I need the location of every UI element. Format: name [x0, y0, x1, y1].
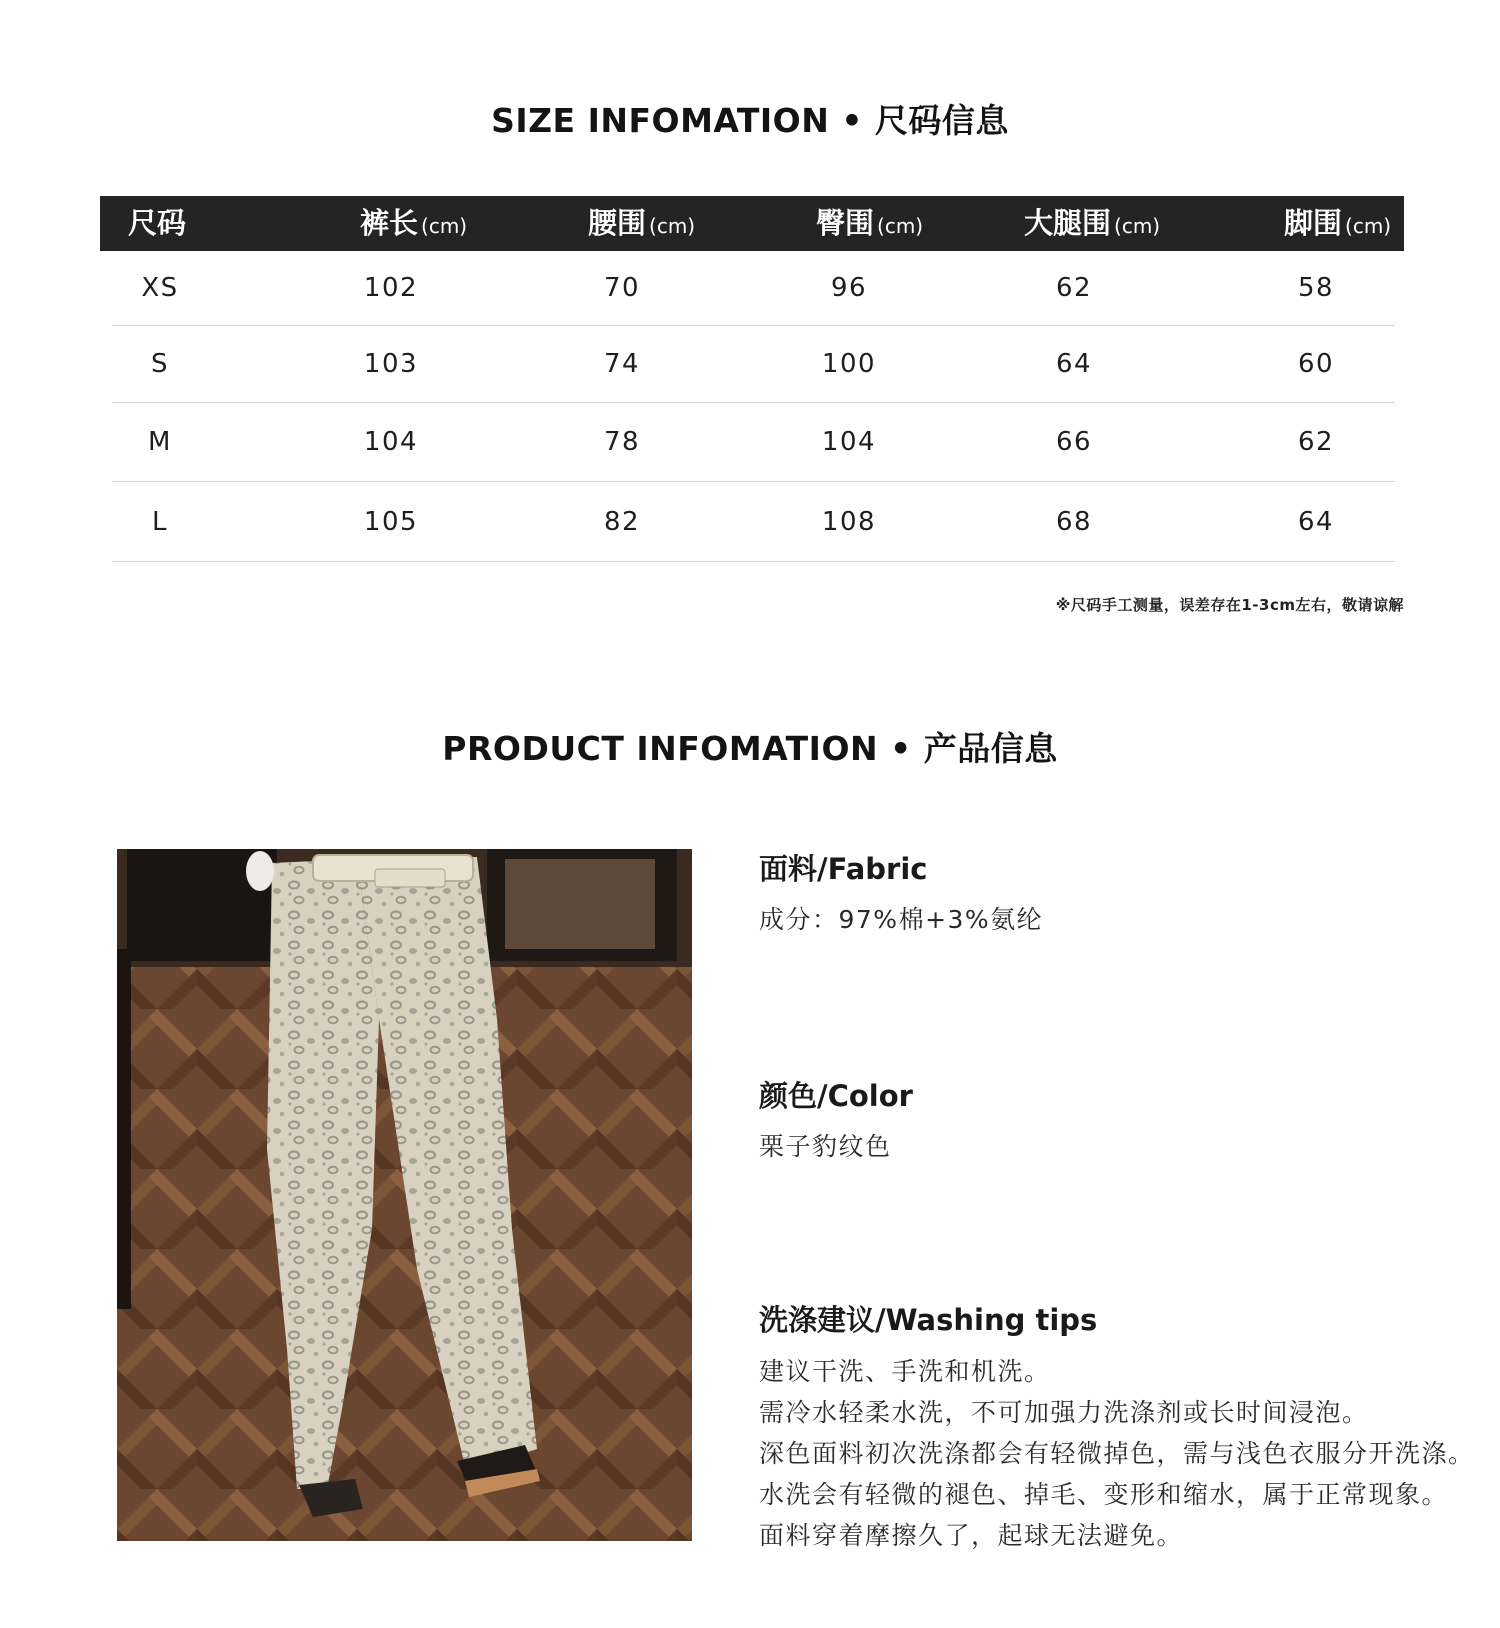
header-thigh: 大腿围 (cm): [1024, 206, 1161, 240]
cell-waist: 70: [603, 273, 641, 303]
cell-leg-opening: 58: [1297, 273, 1335, 303]
cell-length: 104: [363, 427, 419, 457]
fabric-heading: 面料/Fabric: [759, 852, 928, 886]
washing-tip: 面料穿着摩擦久了，起球无法避免。: [759, 1521, 1184, 1550]
cell-thigh: 64: [1055, 349, 1093, 379]
cell-waist: 74: [603, 349, 641, 379]
size-table: [100, 196, 1404, 562]
size-table-header: [100, 196, 1404, 251]
fabric-block: [759, 847, 1043, 936]
fabric-text: 成分：97%棉+3%氨纶: [759, 905, 1044, 934]
cell-hip: 100: [821, 349, 877, 379]
product-photo: [117, 849, 692, 1541]
header-waist: 腰围 (cm): [588, 206, 696, 240]
cell-hip: 104: [821, 427, 877, 457]
cell-leg-opening: 62: [1297, 427, 1335, 457]
color-block: [759, 1074, 913, 1163]
cell-length: 105: [363, 506, 419, 537]
cell-hip: 96: [830, 273, 868, 303]
header-leg-opening: 脚围 (cm): [1284, 206, 1392, 240]
washing-tip: 水洗会有轻微的褪色、掉毛、变形和缩水，属于正常现象。: [759, 1480, 1449, 1509]
table-row: [112, 403, 1395, 482]
cell-size: XS: [141, 273, 179, 303]
cell-length: 103: [363, 349, 419, 379]
color-heading: 颜色/Color: [759, 1079, 913, 1113]
cell-length: 102: [363, 273, 419, 303]
washing-tip: 建议干洗、手洗和机洗。: [759, 1357, 1051, 1386]
color-text: 栗子豹纹色: [759, 1132, 892, 1161]
washing-block: [759, 1298, 1475, 1556]
washing-tip: 需冷水轻柔水洗，不可加强力洗涤剂或长时间浸泡。: [759, 1398, 1369, 1427]
cell-size: M: [148, 427, 172, 457]
table-row: [112, 326, 1395, 403]
header-size: 尺码: [128, 206, 187, 240]
table-row: [112, 482, 1395, 562]
product-section-title: PRODUCT INFOMATION • 产品信息: [442, 729, 1058, 768]
cell-size: S: [150, 349, 169, 379]
cell-thigh: 66: [1055, 427, 1093, 457]
cell-size: L: [152, 506, 168, 537]
header-length: 裤长 (cm): [360, 206, 468, 240]
table-row: [112, 251, 1395, 326]
cell-thigh: 62: [1055, 273, 1093, 303]
cell-leg-opening: 60: [1297, 349, 1335, 379]
cell-waist: 82: [603, 506, 641, 537]
size-section-title: SIZE INFOMATION • 尺码信息: [491, 101, 1009, 140]
measurement-note: ※尺码手工测量，误差存在1-3cm左右，敬请谅解: [1055, 596, 1404, 614]
cell-leg-opening: 64: [1297, 506, 1335, 537]
cell-waist: 78: [603, 427, 641, 457]
header-hip: 臀围 (cm): [816, 206, 924, 240]
washing-heading: 洗涤建议/Washing tips: [759, 1303, 1098, 1337]
cell-hip: 108: [821, 506, 877, 537]
washing-tip: 深色面料初次洗涤都会有轻微掉色，需与浅色衣服分开洗涤。: [759, 1439, 1475, 1468]
cell-thigh: 68: [1055, 506, 1093, 537]
